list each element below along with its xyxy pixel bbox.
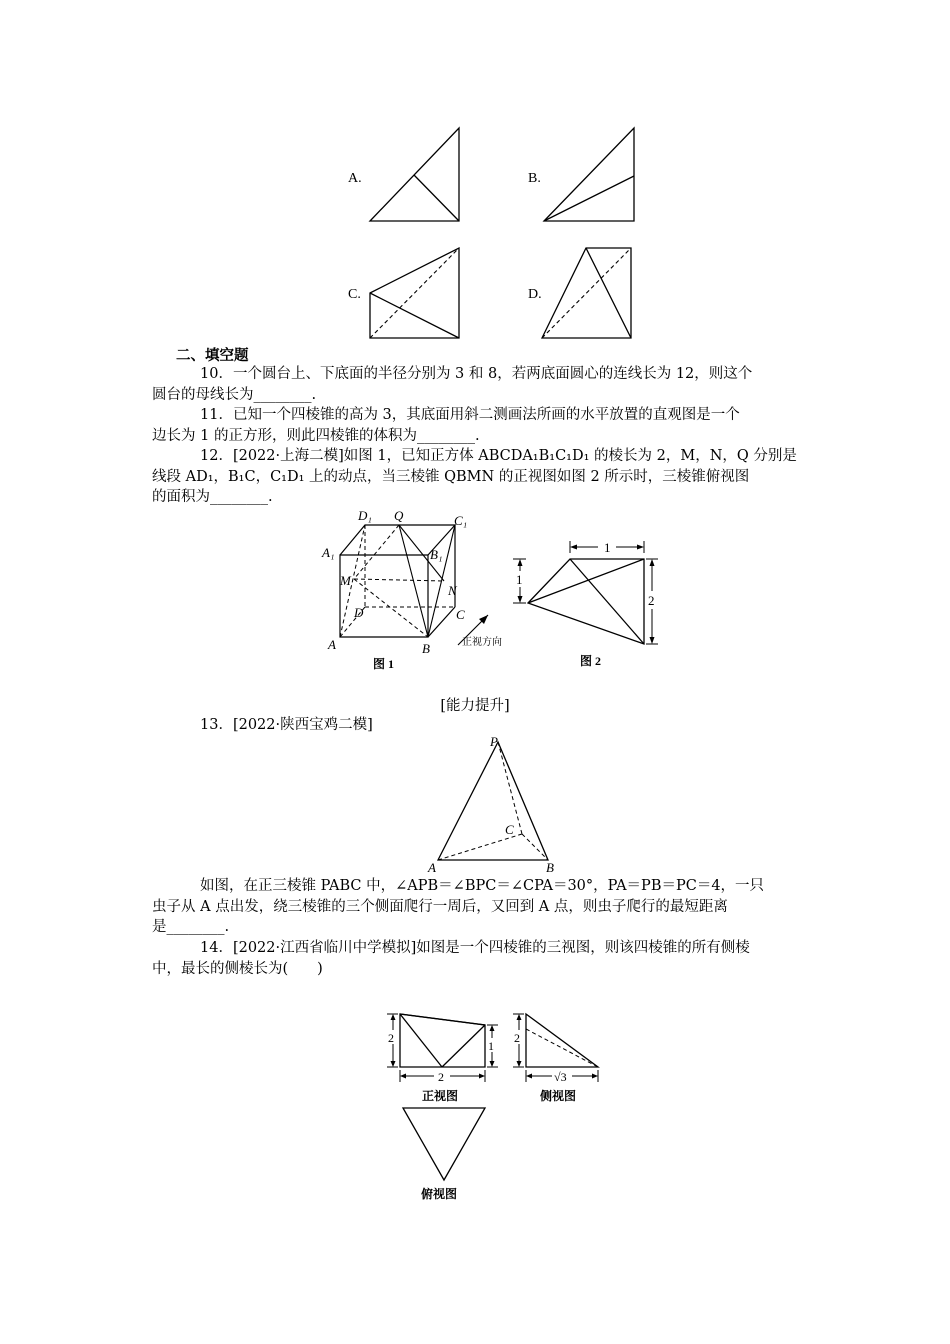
fig1-label-a: A [328,637,336,652]
fig13-label-a: A [428,860,436,875]
fig1-label-q: Q [394,508,404,523]
fig2-dim-right: 2 [648,593,655,608]
side-view-dim-height: 2 [514,1031,520,1045]
section-heading-fill-blank: 二、填空题 [176,348,249,364]
option-c-figure [340,240,470,344]
side-view-caption: 侧视图 [540,1089,577,1103]
question-14 [152,938,808,979]
top-view [395,1100,495,1206]
front-view [384,1008,504,1112]
q13-line3: 是________. [152,919,230,935]
front-view-caption: 正视图 [422,1089,459,1103]
fig2-caption: 图 2 [580,654,602,668]
q14-line1: 14．[2022·江西省临川中学模拟]如图是一个四棱锥的三视图，则该四棱锥的所有侧棱 [200,940,750,956]
question-11 [152,405,808,446]
fig1-label-n: N [448,583,457,598]
fig13-label-c: C [505,822,514,837]
option-d-figure [520,240,650,344]
q11-line2: 边长为 1 的正方形，则此四棱锥的体积为________. [152,427,480,444]
question-10 [152,364,808,405]
side-view [510,1008,610,1112]
question-12 [152,446,808,508]
q13-title: 13．[2022·陕西宝鸡二模] [200,717,373,733]
fig2-dim-left: 1 [516,572,523,587]
fig1-caption: 图 1 [373,657,395,671]
fig1-label-d: D [354,605,364,620]
front-view-dim-width: 2 [438,1070,444,1084]
fig2-dim-top: 1 [604,540,611,555]
fig1-label-a1: A₁ [322,545,335,560]
q11-line1: 11．已知一个四棱锥的高为 3，其底面用斜二测画法所画的水平放置的直观图是一个 [200,407,740,423]
q12-line3: 的面积为________. [152,489,273,505]
option-d-label: D. [528,287,542,302]
fig13-label-p: P [490,734,498,749]
q12-line1: 12．[2022·上海二模]如图 1，已知正方体 ABCDA₁B₁C₁D₁ 的棱长为 2，M，N，Q 分别是 [200,448,797,464]
fig1-label-c: C [456,607,465,622]
fig1-label-c1: C₁ [454,513,468,528]
side-view-dim-width: √3 [554,1070,567,1084]
q13-line2: 虫子从 A 点出发，绕三棱锥的三个侧面爬行一周后，又回到 A 点，则虫子爬行的最短距离 [152,898,728,915]
option-c-label: C. [348,287,361,302]
q13-line1: 如图，在正三棱锥 PABC 中，∠APB＝∠BPC＝∠CPA＝30°，PA＝PB＝PC＝4，一只 [200,878,765,894]
fig1-label-b1: B₁ [430,547,443,562]
question-13 [152,876,808,938]
q10-line1: 10．一个圆台上、下底面的半径分别为 3 和 8，若两底面圆心的连线长为 12，则这个 [200,366,753,382]
fig1-label-m: M [340,573,351,588]
figure-2-front-view [508,535,668,675]
figure-13-pyramid [420,730,570,880]
top-view-caption: 俯视图 [421,1187,458,1201]
option-a-label: A. [348,171,362,186]
figure-1-cube [318,505,518,675]
fig1-label-d1: D₁ [358,508,372,523]
fig1-label-b: B [422,641,430,656]
fig1-direction-label: 正视方向 [462,637,502,648]
option-b-figure [520,120,650,230]
q12-line2: 线段 AD₁，B₁C，C₁D₁ 上的动点，当三棱锥 QBMN 的正视图如图 2 所示时，三棱锥俯视图 [152,468,750,485]
option-a-figure [340,120,470,230]
fig13-label-b: B [546,860,554,875]
front-view-dim-height2: 1 [488,1039,494,1053]
ability-section-title: [能力提升] [440,698,510,714]
q14-line2: 中，最长的侧棱长为( ) [152,960,323,977]
q10-line2: 圆台的母线长为________. [152,386,317,403]
option-b-label: B. [528,171,541,186]
front-view-dim-height: 2 [388,1031,394,1045]
